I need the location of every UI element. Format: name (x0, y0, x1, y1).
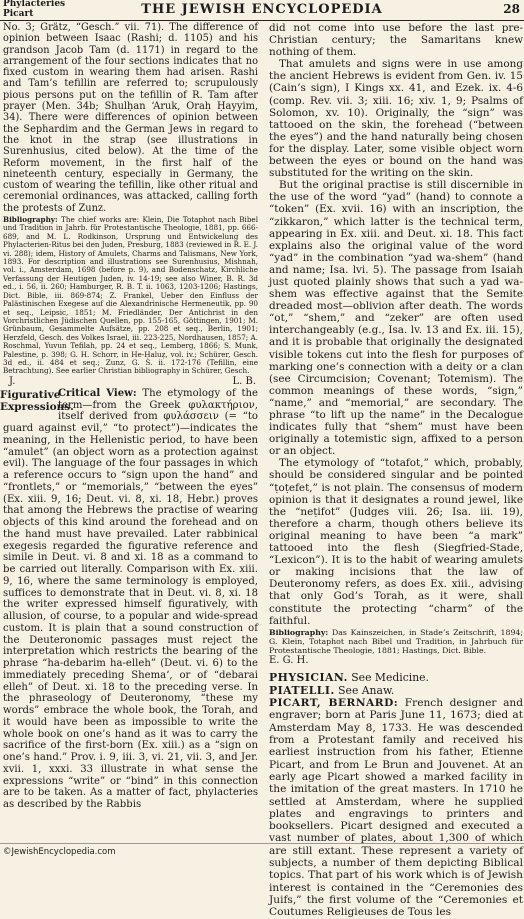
bibliography-label-right: Bibliography: (269, 627, 329, 637)
headword-piatelli: PIATELLI. (269, 684, 335, 698)
page-number: 28 (503, 2, 520, 16)
headword-picart: PICART, BERNARD: (269, 697, 399, 710)
paragraph-totafot: The etymology of “totafot,” which, probably, should be considered singular and be pointed “ṭoṭefet,” is not plain. The consensus of modern opinion is that it designates a round jewel, like the “neṭifot” (Judges viii. 26; Isa. iii. 19), therefore a charm, though others believe its original meaning to have been “a mark” tattooed into the flesh (Siegfried-Stade, “Lexicon”). It is to the habit of wearing amulets or making incisions that the law of Deuteronomy refers, as does Ex. xiii., advising that only God’s Torah, as it were, shall constitute the protecting “charm” of the faithful. (269, 457, 523, 627)
signature-left: J. (9, 375, 16, 387)
paragraph-tefillin-history: No. 3; Grätz, “Gesch.” vii. 71). The difference of opinion between Isaac (Rashi; d. 1105) and his grandson Jacob Tam (d. 1171) in regard to the arrangement of the four sections indicates that no fixed custom in wearing them had arisen. Rashi and Tam’s tefillin are referred to; scrupulously pious persons put on the tefillin of R. Tam after prayer (Men. 34b; Shulḥan ‘Aruk, Oraḥ Ḥayyim, 34). There were differences of opinion between the Sephardim and the German Jews in regard to the knot in the strap (see illustrations in Surenhusius, cited below). At the time of the Reform movement, in the first half of the nineteenth century, especially in Germany, the custom of wearing the tefillin, like other ritual and ceremonial ordinances, was attacked, calling forth the protests of Zunz. (3, 22, 258, 214)
right-column (269, 22, 523, 919)
bibliography-block-right (269, 628, 523, 655)
bibliography-label: Bibliography: (3, 215, 58, 225)
author-signature-right: E. G. H. (269, 654, 309, 666)
headword-physician: PHYSICIAN. (269, 671, 348, 685)
picart-text: French designer and engraver; born at Paris June 11, 1673; died at Amsterdam May 8, 1733. He was descended from a Protestant family and received his earliest instruction from his father, Etienne Picart, and from Le Brun and Jouvenet. At an early age Picart showed a marked facility in the imitation of the great masters. In 1710 he settled at Amsterdam, where he supplied plates and engravings to printers and booksellers. Picart designed and executed a vast number of plates, about 1,300 of which are still extant. These represent a variety of subjects, a number of them depicting Biblical topics. That part of his work which is of Jewish interest is contained in the “Ceremonies des Juifs,” the first volume of the “Ceremonies et Coutumes Religieuses de Tous les (269, 697, 523, 919)
entry-physician (269, 671, 523, 684)
section-label-critical-view: Critical View: (58, 387, 137, 399)
entry-piatelli (269, 684, 523, 697)
copyright-notice: ©JewishEncyclopedia.com (3, 847, 116, 857)
author-signature (3, 376, 258, 388)
left-column (0, 22, 258, 840)
bibliography-block (3, 216, 258, 376)
paragraph-yad: But the original practise is still discernible in the use of the word “yad” (hand) to connote a “token” (Ex. xvii. 16) with an inscription, the “zikkaron,” which latter is the technical term, appearing in Ex. xiii. and Deut. xi. 18. This fact explains also the original value of the word “yad” in the combination “yad wa-shem” (hand and name; Isa. lvi. 5). The passage from Isaiah just quoted plainly shows that such a yad wa-shem was effective against that the Semite dreaded most—oblivion after death. The words “ot,” “shem,” and “zeker” are often used interchangeably (e.g., Isa. lv. 13 and Ex. iii. 15), and it is probable that originally the designated visible tokens cut into the flesh for purposes of marking one’s connection with a deity or a clan (see Circumcision; Covenant; Totemism). The common meanings of these words, “sign,” “name,” and “memorial,” are secondary. The phrase “to lift up the name” in the Decalogue indicates fully that “shem” must have been originally a totemistic sign, affixed to a person or an object. (269, 179, 523, 458)
paragraph-continuation: did not come into use before the last pre-Christian century; the Samaritans knew nothing of them. (269, 22, 523, 59)
entry-picart (269, 697, 523, 918)
bibliography-text: The chief works are: Klein, Die Totaphot nach Bibel und Tradition in Jahrb. für Protestantische Theologie, 1881, pp. 666-689, and M. L. Rodkinson, Ursprung und Entwickelung des Phylacterien-Ritus bei den Juden, Presburg, 1883 (reviewed in R. E. J. vi. 288); idem, History of Amulets, Charms and Talismans, New York, 1893. For description and illustrations see Surenhusius, Mishnah, vol. i., Amsterdam, 1698 (before p. 9), and Bodenschatz, Kirchliche Verfassung der Heutigen Juden, iv. 14-19; see also Winer, B. R. 3d ed., i. 56, ii. 260; Hamburger, R. B. T. ii. 1063, 1203-1206; Hastings, Dict. Bible, iii. 869-874; Z. Frankel, Ueber den Einfluss der Palästinischen Exegese auf die Alexandrinische Hermeneutik, pp. 90 et seq., Leipsic, 1851; M. Friedländer, Der Antichrist in den Vorchristlichen Jüdischen Quellen, pp. 155-165, Göttingen, 1901; M. Grünbaum, Gesammelte Aufsätze, pp. 208 et seq., Berlin, 1901; Herzfeld, Gesch. des Volkes Israel, iii. 223-225, Nordhausen, 1857; A. Roschmal, Yuvun Tefilah, pp. 24 et seq., Lemberg, 1866; S. Munk, Palestine, p. 398; G. H. Schorr, in He-Ḥaluẓ, vol. iv.; Schürer, Gesch. 3d ed., ii. 484 et seq.; Zunz, G. S. ii. 172-176 (Tefillin, eine Betrachtung). See earlier Christian bibliography in Schürer, Gesch. (3, 215, 258, 376)
publication-title: THE JEWISH ENCYCLOPEDIA (141, 2, 383, 17)
running-head-first: Phylacteries (3, 0, 66, 9)
bibliography-text-right: Das Kainszeichen, in Stade’s Zeitschrift, 1894; G. Klein, Totaphot nach Bibel und Tradition, in Jahrbuch für Protestantische Theologie, 1881; Hastings, Dict. Bible. (269, 627, 523, 655)
cross-reference-physician: See Medicine. (351, 671, 429, 685)
page-footer (0, 843, 524, 860)
sidenote-figurative-expressions: Figurative Expressions. (0, 388, 74, 413)
signature-right: L. B. (232, 375, 256, 387)
page-header (0, 0, 524, 21)
critical-view-text: The etymology of the term—from the Greek φυλακτήριον, itself derived from φυλάσσειν (= “to guard against evil,” “to protect”)—indicates the meaning, in the Hellenistic period, to have been “amulet” (an object worn as a protection against evil). The language of the four passages in which a reference occurs to “sign upon the hand” and “frontlets,” or “memorials,” “between the eyes” (Ex. xiii. 9, 16; Deut. vi. 8, xi. 18, Hebr.) proves that among the Hebrews the practise of wearing objects of this kind around the forehead and on the hand must have prevailed. Later rabbinical exegesis regarded the figurative reference and simile in Deut. vi. 8 and xi. 18 as a command to be carried out literally. Comparison with Ex. xiii. 9, 16, where the same terminology is employed, suffices to demonstrate that in Deut. vi. 8, xi. 18 the writer expressed himself figuratively, with allusion, of course, to a popular and wide-spread custom. It is plain that a sound construction of the Deuteronomic passages must reject the interpretation which restricts the bearing of the phrase “ha-debarim ha-elleh” (Deut. vi. 6) to the immediately preceding Shema‘, or of “debarai elleh” of Deut. xi. 18 to the preceding verse. In the phraseology of Deuteronomy, “these my words” embrace the whole book, the Torah, and it would have been as impossible to write the whole book on one’s hand as it was to carry the sacrifice of the first-born (Ex. xiii.) as a “sign on one’s hand.” Prov. i. 9, iii. 3, vi. 21, vii. 3, and Jer. xvii. 1, xxxi. 33 illustrate in what sense the expressions “write” or “bind” in this connection are to be taken. As a matter of fact, phylacteries as described by the Rabbis (3, 387, 258, 811)
running-head-last: Picart (3, 8, 34, 19)
paragraph-amulets-signs: That amulets and signs were in use among the ancient Hebrews is evident from Gen. iv. 15 (Cain’s sign), I Kings xx. 41, and Ezek. ix. 4-6 (comp. Rev. vii. 3; xiii. 16; xiv. 1, 9; Psalms of Solomon, xv. 10). Originally, the “sign” was tattooed on the skin, the forehead (“between the eyes”) and the hand naturally being chosen for the display. Later, some visible object worn between the eyes or bound on the hand was substituted for the writing on the skin. (269, 58, 523, 180)
paragraph-critical-view (0, 387, 258, 811)
cross-reference-piatelli: See Anaw. (338, 684, 395, 698)
